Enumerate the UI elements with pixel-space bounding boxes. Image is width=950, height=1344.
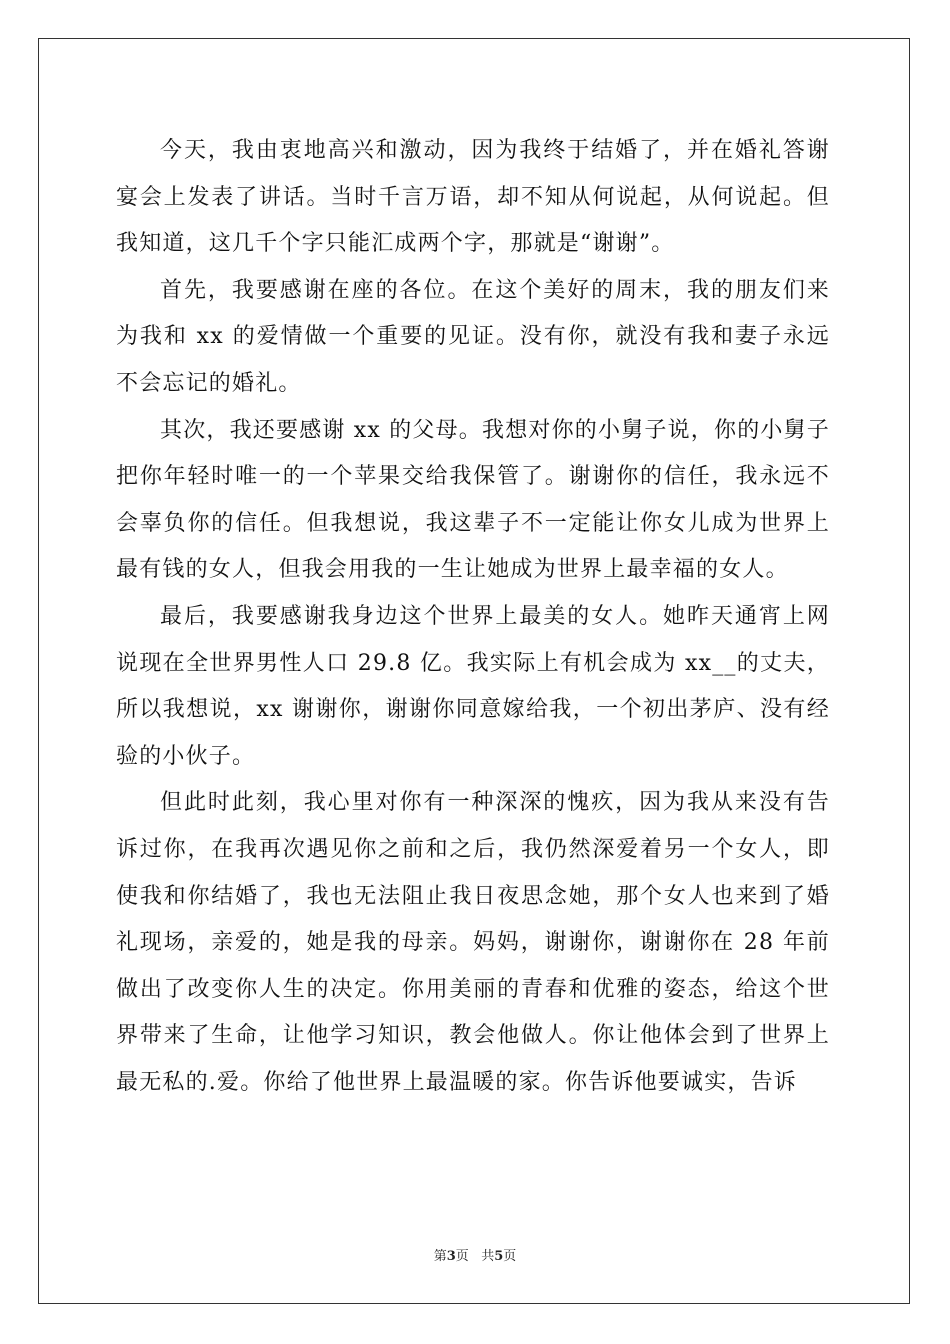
page-number: 3 [446,1249,456,1264]
paragraph-5: 但此时此刻，我心里对你有一种深深的愧疚，因为我从来没有告诉过你，在我再次遇见你之前和之后，我仍然深爱着另一个女人，即使我和你结婚了，我也无法阻止我日夜思念她，那个女人也来到了婚礼现场，亲爱的，她是我的母亲。妈妈，谢谢你，谢谢你在 28 年前做出了改变你人生的决定。你用美丽的青春和优雅的姿态，给这个世界带来了生命，让他学习知识，教会他做人。你让他体会到了世界上最无私的.爱。你给了他世界上最温暖的家。你告诉他要诚实，告诉 [116,790,830,1095]
paragraph-4: 最后，我要感谢我身边这个世界上最美的女人。她昨天通宵上网说现在全世界男性人口 29.8 亿。我实际上有机会成为 xx__的丈夫，所以我想说，xx 谢谢你，谢谢你同意嫁给我，一个初出茅庐、没有经验的小伙子。 [116,603,830,769]
total-prefix: 共 [481,1249,495,1264]
paragraph-1: 今天，我由衷地高兴和激动，因为我终于结婚了，并在婚礼答谢宴会上发表了讲话。当时千言万语，却不知从何说起，从何说起。但我知道，这几千个字只能汇成两个字，那就是“谢谢”。 [116,138,830,257]
page-footer [0,1245,950,1264]
total-pages: 5 [494,1249,504,1264]
page-prefix: 第 [433,1249,447,1264]
total-suffix: 页 [503,1249,517,1264]
page-suffix: 页 [455,1249,469,1264]
paragraph-2: 首先，我要感谢在座的各位。在这个美好的周末，我的朋友们来为我和 xx 的爱情做一个重要的见证。没有你，就没有我和妻子永远不会忘记的婚礼。 [116,277,830,396]
paragraph-3: 其次，我还要感谢 xx 的父母。我想对你的小舅子说，你的小舅子把你年轻时唯一的一个苹果交给我保管了。谢谢你的信任，我永远不会辜负你的信任。但我想说，我这辈子不一定能让你女儿成为世界上最有钱的女人，但我会用我的一生让她成为世界上最幸福的女人。 [116,417,831,583]
document-body [116,128,830,1106]
